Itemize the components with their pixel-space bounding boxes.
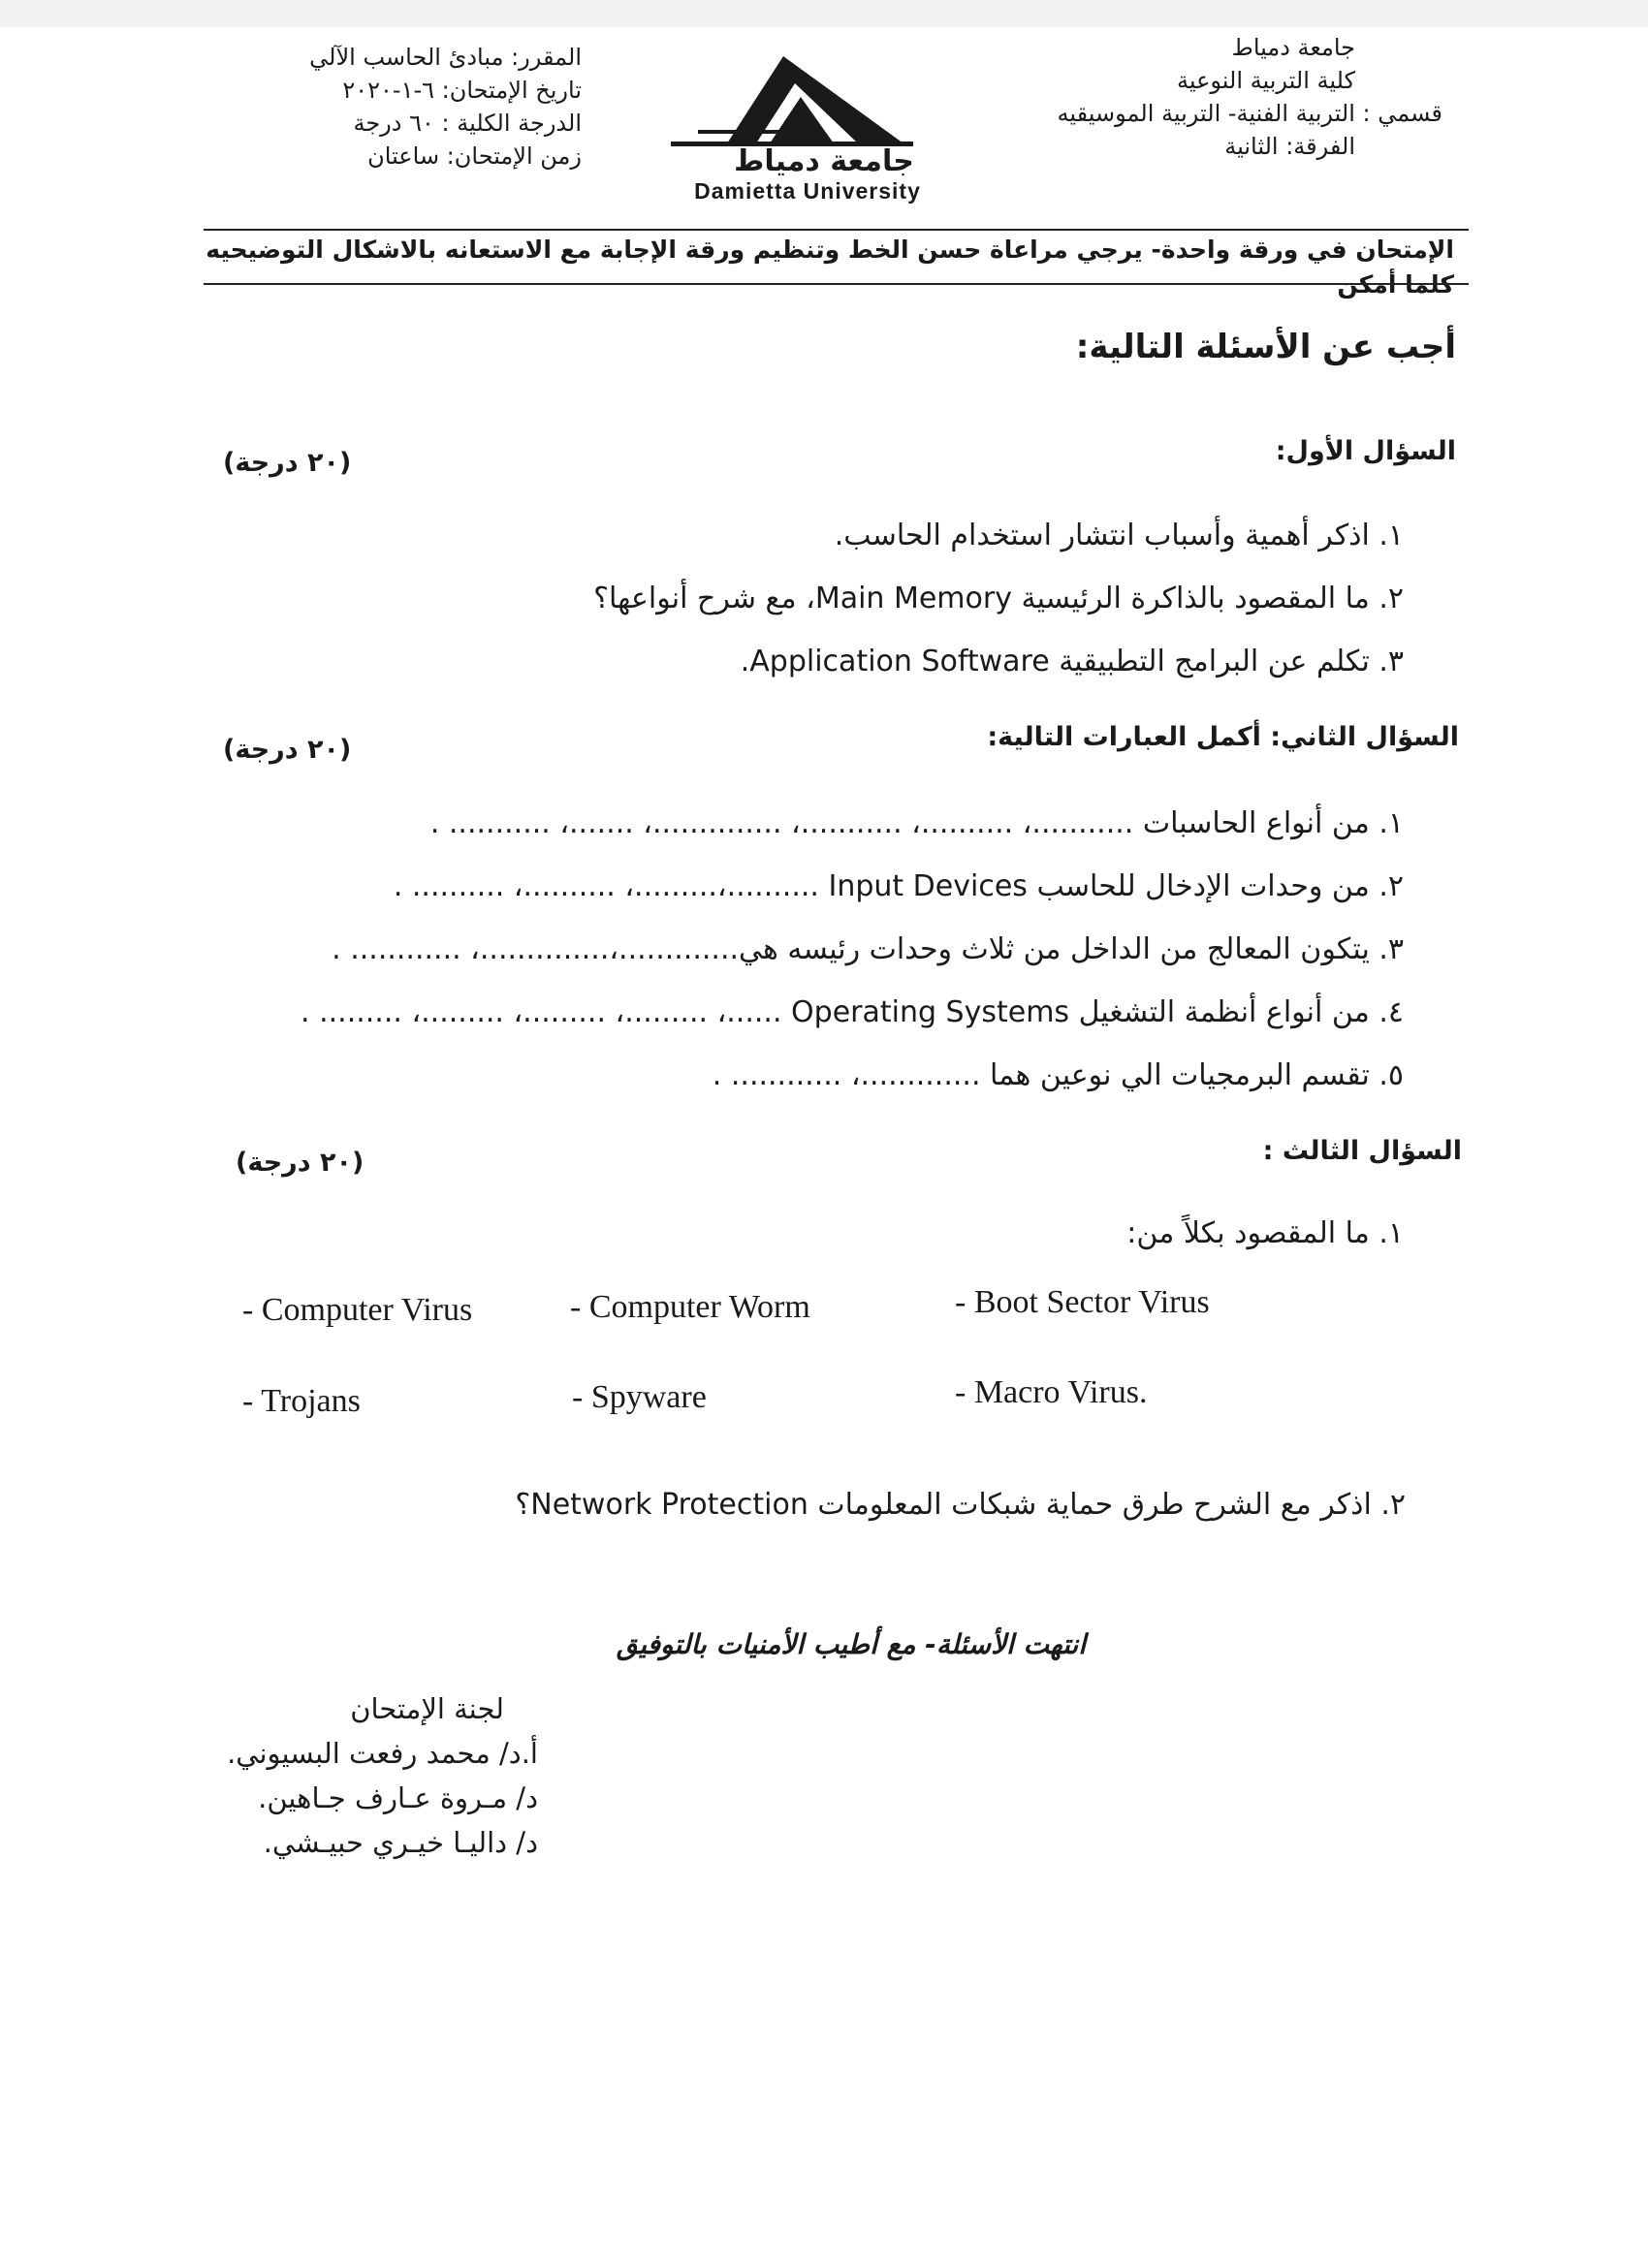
q3-item-2: ٢. اذكر مع الشرح طرق حماية شبكات المعلومات Network Protection؟ [515,1488,1406,1522]
logo-arabic: جامعة دمياط [734,144,914,178]
q1-marks: (٢٠ درجة) [223,448,352,478]
term-trojans: - Trojans [242,1383,361,1419]
q1-item-1: ١. اذكر أهمية وأسباب انتشار استخدام الحاسب. [834,519,1404,552]
q2-marks: (٢٠ درجة) [223,735,352,765]
main-title: أجب عن الأسئلة التالية: [1075,328,1456,366]
header-right [967,31,1442,163]
q3-item-1: ١. ما المقصود بكلاً من: [1126,1216,1404,1250]
q1-item-2: ٢. ما المقصود بالذاكرة الرئيسية Main Memory، مع شرح أنواعها؟ [593,582,1404,615]
q2-item-3: ٣. يتكون المعالج من الداخل من ثلاث وحدات رئيسه هي.............،..............، ............ . [332,932,1404,966]
committee-member-2: د/ مـروة عـارف جـاهين. [258,1781,538,1814]
term-spyware: - Spyware [572,1379,707,1415]
logo-mark [659,50,950,157]
exam-date: تاريخ الإمتحان: ٦-١-٢٠٢٠ [342,77,582,104]
term-boot-sector-virus: - Boot Sector Virus [955,1284,1210,1320]
university-name: جامعة دمياط [1231,34,1355,61]
term-computer-virus: - Computer Virus [242,1292,473,1328]
top-rule [204,229,1469,231]
q2-title: السؤال الثاني: أكمل العبارات التالية: [987,722,1459,752]
q1-item-3: ٣. تكلم عن البرامج التطبيقية Application Software. [740,645,1404,678]
committee-member-3: د/ داليـا خيـري حبيـشي. [263,1826,538,1859]
closing-line: انتهت الأسئلة- مع أطيب الأمنيات بالتوفيق [616,1628,1086,1660]
faculty-name: كلية التربية النوعية [1176,67,1355,94]
q2-item-1: ١. من أنواع الحاسبات ...........، ..........، ...........، ..............، .......، ........... . [429,806,1404,840]
q2-item-2: ٢. من وحدات الإدخال للحاسب Input Devices ..........،.........، ..........، .......... . [393,869,1404,903]
logo-english: Damietta University [694,178,921,204]
term-macro-virus: - Macro Virus. [955,1374,1148,1410]
committee [170,1686,538,1865]
scan-edge [0,0,1648,27]
exam-duration: زمن الإمتحان: ساعتان [367,142,582,170]
q2-item-5: ٥. تقسم البرمجيات الي نوعين هما .............، ............ . [712,1058,1404,1092]
bottom-rule [204,283,1469,285]
committee-member-1: أ.د/ محمد رفعت البسيوني. [227,1737,538,1770]
departments: قسمي : التربية الفنية- التربية الموسيقيه [1057,100,1442,127]
total-marks: الدرجة الكلية : ٦٠ درجة [353,110,582,137]
q3-marks: (٢٠ درجة) [236,1148,364,1178]
q2-item-4: ٤. من أنواع أنظمة التشغيل Operating Systems ......، .........، .........، .........، ......... . [301,995,1404,1029]
q3-title: السؤال الثالث : [1262,1136,1462,1166]
committee-title: لجنة الإمتحان [350,1692,504,1725]
term-computer-worm: - Computer Worm [570,1289,810,1325]
header-left [291,41,582,173]
exam-instructions: الإمتحان في ورقة واحدة- يرجي مراعاة حسن الخط وتنظيم ورقة الإجابة مع الاستعانه بالاشكال التوضيحيه كلما أمكن [206,236,1454,299]
level: الفرقة: الثانية [1224,133,1355,160]
q1-title: السؤال الأول: [1275,436,1456,466]
course-name: المقرر: مبادئ الحاسب الآلي [309,44,582,71]
university-logo [659,50,950,205]
